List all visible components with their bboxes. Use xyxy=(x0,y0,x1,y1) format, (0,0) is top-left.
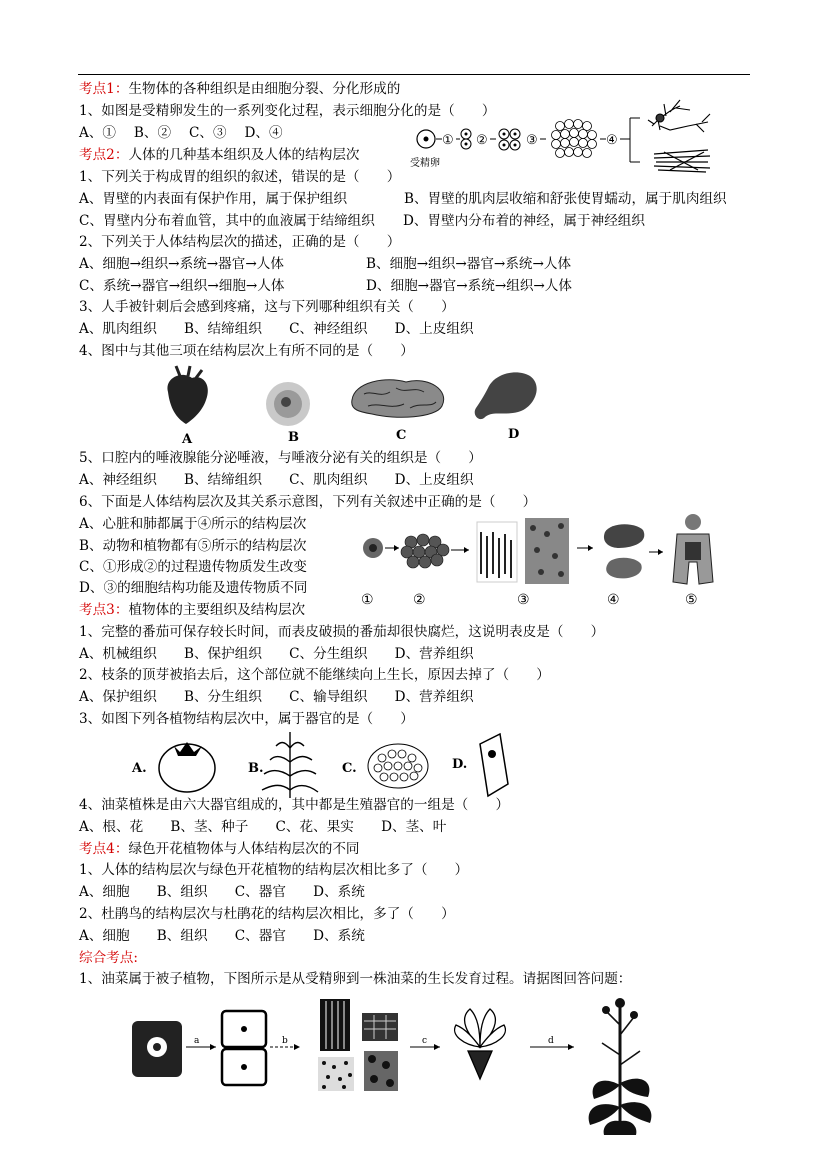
topic3-q2-options: A、保护组织 B、分生组织 C、输导组织 D、营养组织 xyxy=(79,689,474,705)
fig1-step-2: ② xyxy=(476,133,488,148)
topic1-q1: 1、如图是受精卵发生的一系列变化过程，表示细胞分化的是（ ） xyxy=(79,103,496,119)
fig1-step-3: ③ xyxy=(526,133,538,148)
zygote-development-figure xyxy=(408,96,718,184)
q4-label-b: B xyxy=(288,430,299,445)
topic2-q5: 5、口腔内的唾液腺能分泌唾液，与唾液分泌有关的组织是（ ） xyxy=(79,450,482,466)
plant-cell-image xyxy=(480,734,508,796)
fig1-step-1: ① xyxy=(442,133,454,148)
arrow-b-label: b xyxy=(282,1036,288,1046)
corn-plant-image xyxy=(262,732,318,798)
q4-label-d: D xyxy=(508,427,520,442)
topic2-label: 考点2： xyxy=(79,147,129,163)
topic2-q1-c: C、胃壁内分布着血管，其中的血液属于结缔组织 xyxy=(79,213,375,229)
topic4-q1-options: A、细胞 B、组织 C、器官 D、系统 xyxy=(79,884,365,900)
topic2-q3-options: A、肌肉组织 B、结缔组织 C、神经组织 D、上皮组织 xyxy=(79,321,474,337)
topic3-q4-options: A、根、花 B、茎、种子 C、花、果实 D、茎、叶 xyxy=(79,819,447,835)
topic5-label: 综合考点: xyxy=(79,950,138,966)
topic2-q1: 1、下列关于构成胃的组织的叙述，错误的是（ ） xyxy=(79,169,401,185)
topic2-q1-a: A、胃壁的内表面有保护作用，属于保护组织 xyxy=(79,191,348,207)
topic2-q2-d: D、细胞→器官→系统→组织→人体 xyxy=(366,278,572,294)
stomach-image xyxy=(475,372,537,419)
topic3-heading xyxy=(79,602,305,618)
arrow-a-label: a xyxy=(194,1036,200,1046)
topic4-q1: 1、人体的结构层次与绿色开花植物的结构层次相比多了（ ） xyxy=(79,862,469,878)
topic4-q2-options: A、细胞 B、组织 C、器官 D、系统 xyxy=(79,928,365,944)
topic1-text: 生物体的各种组织是由细胞分裂、分化形成的 xyxy=(128,81,401,97)
brain-image xyxy=(352,380,444,418)
topic2-q5-options: A、神经组织 B、结缔组织 C、肌肉组织 D、上皮组织 xyxy=(79,472,474,488)
topic2-q6-b: B、动物和植物都有⑤所示的结构层次 xyxy=(79,538,307,554)
topic2-text: 人体的几种基本组织及人体的结构层次 xyxy=(128,147,360,163)
topic3-q1: 1、完整的番茄可保存较长时间，而表皮破损的番茄却很快腐烂，这说明表皮是（ ） xyxy=(79,624,605,640)
topic3-text: 植物体的主要组织及结构层次 xyxy=(128,602,306,618)
topic4-q2: 2、杜鹃鸟的结构层次与杜鹃花的结构层次相比，多了（ ） xyxy=(79,906,455,922)
topic2-q6-c: C、①形成②的过程遗传物质发生改变 xyxy=(79,559,307,575)
topic2-q2: 2、下列关于人体结构层次的描述，正确的是（ ） xyxy=(79,234,401,250)
human-levels-figure xyxy=(355,512,725,610)
arrow-c-label: c xyxy=(422,1036,428,1046)
topic4-heading xyxy=(79,841,360,857)
q3-label-b: B. xyxy=(248,761,264,776)
header-rule xyxy=(78,74,750,75)
rapeseed-plant-image xyxy=(589,998,652,1135)
topic2-q2-c: C、系统→器官→组织→细胞→人体 xyxy=(79,278,285,294)
q3-label-d: D. xyxy=(452,757,468,772)
topic1-label: 考点1： xyxy=(79,81,129,97)
topic2-q3: 3、人手被针刺后会感到疼痛，这与下列哪种组织有关（ ） xyxy=(79,299,455,315)
topic3-label: 考点3： xyxy=(79,602,129,618)
rapeseed-development-figure xyxy=(128,995,668,1140)
topic2-q2-b: B、细胞→组织→器官→系统→人体 xyxy=(366,256,572,272)
zygote-label: 受精卵 xyxy=(410,158,440,169)
topic2-q2-a: A、细胞→组织→系统→器官→人体 xyxy=(79,256,284,272)
topic2-q6-d: D、③的细胞结构功能及遗传物质不同 xyxy=(79,580,308,596)
topic3-q2: 2、枝条的顶芽被掐去后，这个部位就不能继续向上生长，原因去掉了（ ） xyxy=(79,667,550,683)
q6-label-4: ④ xyxy=(607,592,620,608)
topic4-label: 考点4： xyxy=(79,841,129,857)
q3-label-a: A. xyxy=(132,761,147,776)
q6-label-2: ② xyxy=(413,592,426,608)
q4-label-c: C xyxy=(396,428,407,443)
organ-comparison-figure xyxy=(158,364,558,448)
topic3-q4: 4、油菜植株是由六大器官组成的，其中都是生殖器官的一组是（ ） xyxy=(79,797,510,813)
plant-levels-figure xyxy=(130,730,510,802)
topic3-q1-options: A、机械组织 B、保护组织 C、分生组织 D、营养组织 xyxy=(79,646,474,662)
arrow-d-label: d xyxy=(548,1036,554,1046)
flower-image xyxy=(455,1009,506,1079)
q6-label-1: ① xyxy=(361,592,374,608)
topic2-q1-d: D、胃壁内分布着的神经，属于神经组织 xyxy=(403,213,645,229)
topic5-q1: 1、油菜属于被子植物，下图所示是从受精卵到一株油菜的生长发育过程。请据图回答问题： xyxy=(79,971,632,987)
topic2-q4: 4、图中与其他三项在结构层次上有所不同的是（ ） xyxy=(79,343,414,359)
topic1-q1-options: A、① B、② C、③ D、④ xyxy=(79,125,283,141)
fig1-step-4: ④ xyxy=(606,133,618,148)
topic4-text: 绿色开花植物体与人体结构层次的不同 xyxy=(128,841,360,857)
topic2-heading xyxy=(79,147,360,163)
topic2-q1-b: B、胃壁的肌肉层收缩和舒张使胃蠕动，属于肌肉组织 xyxy=(404,191,727,207)
topic2-q6: 6、下面是人体结构层次及其关系示意图，下列有关叙述中正确的是（ ） xyxy=(79,494,537,510)
q4-label-a: A xyxy=(182,432,193,447)
q3-label-c: C. xyxy=(342,761,357,776)
q6-label-5: ⑤ xyxy=(685,592,698,608)
topic1-heading xyxy=(79,81,400,97)
heart-image xyxy=(167,375,207,424)
topic3-q3: 3、如图下列各植物结构层次中，属于器官的是（ ） xyxy=(79,711,414,727)
q6-label-3: ③ xyxy=(517,592,530,608)
topic2-q6-a: A、心脏和肺都属于④所示的结构层次 xyxy=(79,516,307,532)
